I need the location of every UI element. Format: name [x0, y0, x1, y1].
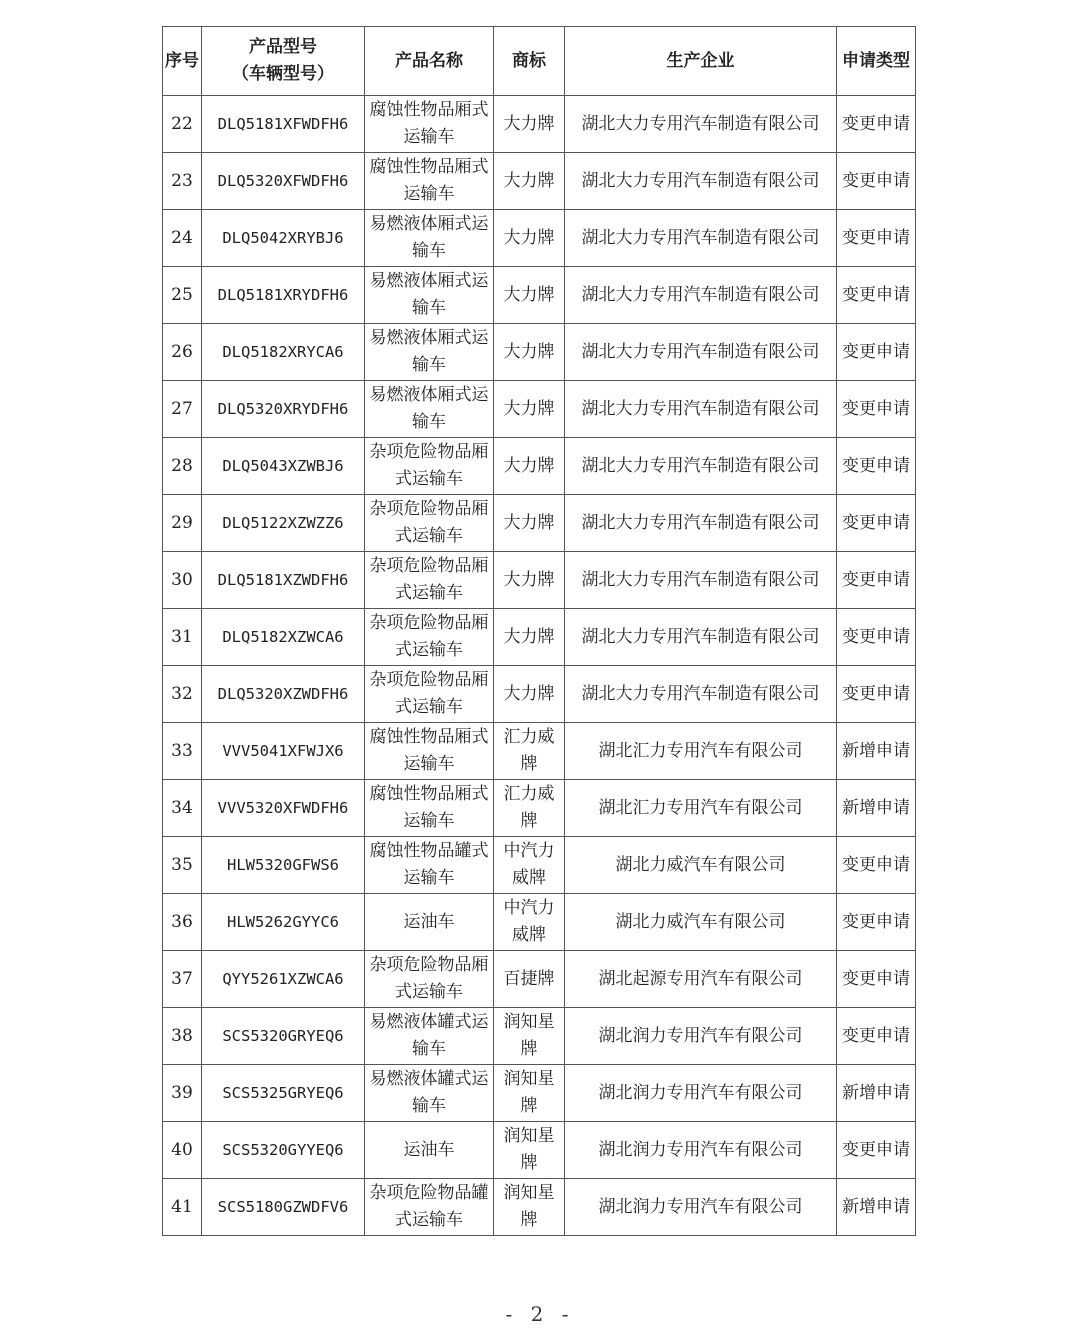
cell-seq: 41 [163, 1179, 202, 1236]
table-row [163, 438, 916, 495]
cell-maker: 湖北汇力专用汽车有限公司 [565, 723, 837, 780]
header-model-line2: （车辆型号） [232, 64, 334, 84]
cell-brand: 大力牌 [494, 153, 565, 210]
table-row [163, 153, 916, 210]
cell-product-name: 腐蚀性物品厢式运输车 [365, 780, 494, 837]
cell-maker: 湖北大力专用汽车制造有限公司 [565, 552, 837, 609]
header-seq: 序号 [163, 27, 202, 96]
cell-seq: 22 [163, 96, 202, 153]
table-row [163, 1065, 916, 1122]
cell-product-name: 杂项危险物品厢式运输车 [365, 951, 494, 1008]
cell-model: DLQ5320XFWDFH6 [202, 153, 365, 210]
cell-brand: 大力牌 [494, 552, 565, 609]
table-row [163, 381, 916, 438]
table-row [163, 723, 916, 780]
cell-application-type: 变更申请 [837, 552, 916, 609]
cell-application-type: 新增申请 [837, 723, 916, 780]
cell-maker: 湖北起源专用汽车有限公司 [565, 951, 837, 1008]
cell-application-type: 变更申请 [837, 381, 916, 438]
header-maker: 生产企业 [565, 27, 837, 96]
header-brand: 商标 [494, 27, 565, 96]
cell-product-name: 杂项危险物品厢式运输车 [365, 666, 494, 723]
cell-application-type: 变更申请 [837, 210, 916, 267]
cell-product-name: 易燃液体厢式运输车 [365, 381, 494, 438]
cell-maker: 湖北大力专用汽车制造有限公司 [565, 438, 837, 495]
table-body [163, 96, 916, 1236]
cell-seq: 24 [163, 210, 202, 267]
cell-application-type: 变更申请 [837, 438, 916, 495]
cell-product-name: 腐蚀性物品厢式运输车 [365, 723, 494, 780]
table-row [163, 780, 916, 837]
cell-brand: 大力牌 [494, 324, 565, 381]
cell-application-type: 变更申请 [837, 96, 916, 153]
cell-product-name: 杂项危险物品厢式运输车 [365, 609, 494, 666]
cell-brand: 汇力威牌 [494, 780, 565, 837]
cell-seq: 39 [163, 1065, 202, 1122]
cell-model: SCS5180GZWDFV6 [202, 1179, 365, 1236]
cell-product-name: 运油车 [365, 894, 494, 951]
cell-product-name: 腐蚀性物品厢式运输车 [365, 96, 494, 153]
cell-application-type: 变更申请 [837, 267, 916, 324]
page-number: - 2 - [505, 1302, 575, 1326]
cell-maker: 湖北润力专用汽车有限公司 [565, 1008, 837, 1065]
cell-seq: 32 [163, 666, 202, 723]
cell-brand: 百捷牌 [494, 951, 565, 1008]
cell-model: SCS5320GRYEQ6 [202, 1008, 365, 1065]
table-row [163, 894, 916, 951]
cell-application-type: 新增申请 [837, 1065, 916, 1122]
table-row [163, 951, 916, 1008]
cell-application-type: 变更申请 [837, 153, 916, 210]
cell-brand: 大力牌 [494, 267, 565, 324]
cell-maker: 湖北力威汽车有限公司 [565, 837, 837, 894]
cell-brand: 大力牌 [494, 381, 565, 438]
cell-application-type: 变更申请 [837, 837, 916, 894]
cell-brand: 大力牌 [494, 210, 565, 267]
cell-product-name: 杂项危险物品厢式运输车 [365, 552, 494, 609]
cell-maker: 湖北大力专用汽车制造有限公司 [565, 210, 837, 267]
cell-model: DLQ5181XRYDFH6 [202, 267, 365, 324]
table-row [163, 96, 916, 153]
cell-model: HLW5262GYYC6 [202, 894, 365, 951]
cell-model: DLQ5182XRYCA6 [202, 324, 365, 381]
cell-maker: 湖北润力专用汽车有限公司 [565, 1122, 837, 1179]
cell-seq: 29 [163, 495, 202, 552]
cell-seq: 34 [163, 780, 202, 837]
cell-model: DLQ5181XZWDFH6 [202, 552, 365, 609]
cell-model: SCS5325GRYEQ6 [202, 1065, 365, 1122]
cell-application-type: 变更申请 [837, 495, 916, 552]
cell-model: DLQ5042XRYBJ6 [202, 210, 365, 267]
table-row [163, 324, 916, 381]
cell-product-name: 运油车 [365, 1122, 494, 1179]
cell-seq: 27 [163, 381, 202, 438]
cell-product-name: 易燃液体厢式运输车 [365, 267, 494, 324]
cell-seq: 38 [163, 1008, 202, 1065]
cell-seq: 23 [163, 153, 202, 210]
cell-brand: 润知星牌 [494, 1065, 565, 1122]
cell-seq: 31 [163, 609, 202, 666]
cell-maker: 湖北润力专用汽车有限公司 [565, 1065, 837, 1122]
cell-product-name: 杂项危险物品厢式运输车 [365, 438, 494, 495]
cell-model: DLQ5320XZWDFH6 [202, 666, 365, 723]
cell-application-type: 变更申请 [837, 894, 916, 951]
cell-maker: 湖北力威汽车有限公司 [565, 894, 837, 951]
cell-brand: 大力牌 [494, 438, 565, 495]
header-model [202, 27, 365, 96]
cell-seq: 25 [163, 267, 202, 324]
cell-model: DLQ5320XRYDFH6 [202, 381, 365, 438]
cell-seq: 37 [163, 951, 202, 1008]
cell-product-name: 腐蚀性物品罐式运输车 [365, 837, 494, 894]
cell-model: VVV5041XFWJX6 [202, 723, 365, 780]
table-row [163, 495, 916, 552]
cell-model: DLQ5182XZWCA6 [202, 609, 365, 666]
cell-brand: 润知星牌 [494, 1008, 565, 1065]
cell-seq: 33 [163, 723, 202, 780]
cell-maker: 湖北汇力专用汽车有限公司 [565, 780, 837, 837]
table-row [163, 666, 916, 723]
cell-model: VVV5320XFWDFH6 [202, 780, 365, 837]
table-row [163, 552, 916, 609]
cell-brand: 润知星牌 [494, 1179, 565, 1236]
cell-application-type: 新增申请 [837, 780, 916, 837]
table-row [163, 1122, 916, 1179]
cell-product-name: 易燃液体罐式运输车 [365, 1008, 494, 1065]
cell-maker: 湖北大力专用汽车制造有限公司 [565, 609, 837, 666]
cell-brand: 润知星牌 [494, 1122, 565, 1179]
cell-product-name: 腐蚀性物品厢式运输车 [365, 153, 494, 210]
cell-maker: 湖北大力专用汽车制造有限公司 [565, 153, 837, 210]
cell-seq: 35 [163, 837, 202, 894]
cell-model: HLW5320GFWS6 [202, 837, 365, 894]
cell-application-type: 变更申请 [837, 1122, 916, 1179]
cell-brand: 大力牌 [494, 96, 565, 153]
cell-brand: 大力牌 [494, 609, 565, 666]
cell-seq: 26 [163, 324, 202, 381]
cell-model: DLQ5181XFWDFH6 [202, 96, 365, 153]
cell-model: DLQ5043XZWBJ6 [202, 438, 365, 495]
cell-seq: 40 [163, 1122, 202, 1179]
cell-application-type: 新增申请 [837, 1179, 916, 1236]
table-header-row [163, 27, 916, 96]
table-row [163, 609, 916, 666]
cell-maker: 湖北大力专用汽车制造有限公司 [565, 666, 837, 723]
cell-model: QYY5261XZWCA6 [202, 951, 365, 1008]
cell-brand: 汇力威牌 [494, 723, 565, 780]
cell-brand: 大力牌 [494, 495, 565, 552]
cell-model: SCS5320GYYEQ6 [202, 1122, 365, 1179]
cell-brand: 大力牌 [494, 666, 565, 723]
cell-model: DLQ5122XZWZZ6 [202, 495, 365, 552]
vehicle-application-table [162, 26, 916, 1236]
cell-maker: 湖北大力专用汽车制造有限公司 [565, 324, 837, 381]
cell-maker: 湖北润力专用汽车有限公司 [565, 1179, 837, 1236]
cell-product-name: 杂项危险物品罐式运输车 [365, 1179, 494, 1236]
cell-seq: 36 [163, 894, 202, 951]
cell-application-type: 变更申请 [837, 666, 916, 723]
cell-maker: 湖北大力专用汽车制造有限公司 [565, 381, 837, 438]
table-row [163, 837, 916, 894]
header-name: 产品名称 [365, 27, 494, 96]
cell-maker: 湖北大力专用汽车制造有限公司 [565, 267, 837, 324]
cell-product-name: 易燃液体厢式运输车 [365, 210, 494, 267]
header-model-line1: 产品型号 [249, 37, 317, 57]
table-row [163, 1008, 916, 1065]
cell-maker: 湖北大力专用汽车制造有限公司 [565, 495, 837, 552]
table-row [163, 267, 916, 324]
cell-application-type: 变更申请 [837, 609, 916, 666]
cell-seq: 28 [163, 438, 202, 495]
header-type: 申请类型 [837, 27, 916, 96]
cell-application-type: 变更申请 [837, 324, 916, 381]
cell-maker: 湖北大力专用汽车制造有限公司 [565, 96, 837, 153]
cell-brand: 中汽力威牌 [494, 837, 565, 894]
cell-application-type: 变更申请 [837, 951, 916, 1008]
cell-application-type: 变更申请 [837, 1008, 916, 1065]
table-row [163, 210, 916, 267]
cell-product-name: 杂项危险物品厢式运输车 [365, 495, 494, 552]
cell-product-name: 易燃液体厢式运输车 [365, 324, 494, 381]
cell-brand: 中汽力威牌 [494, 894, 565, 951]
cell-seq: 30 [163, 552, 202, 609]
table-row [163, 1179, 916, 1236]
cell-product-name: 易燃液体罐式运输车 [365, 1065, 494, 1122]
